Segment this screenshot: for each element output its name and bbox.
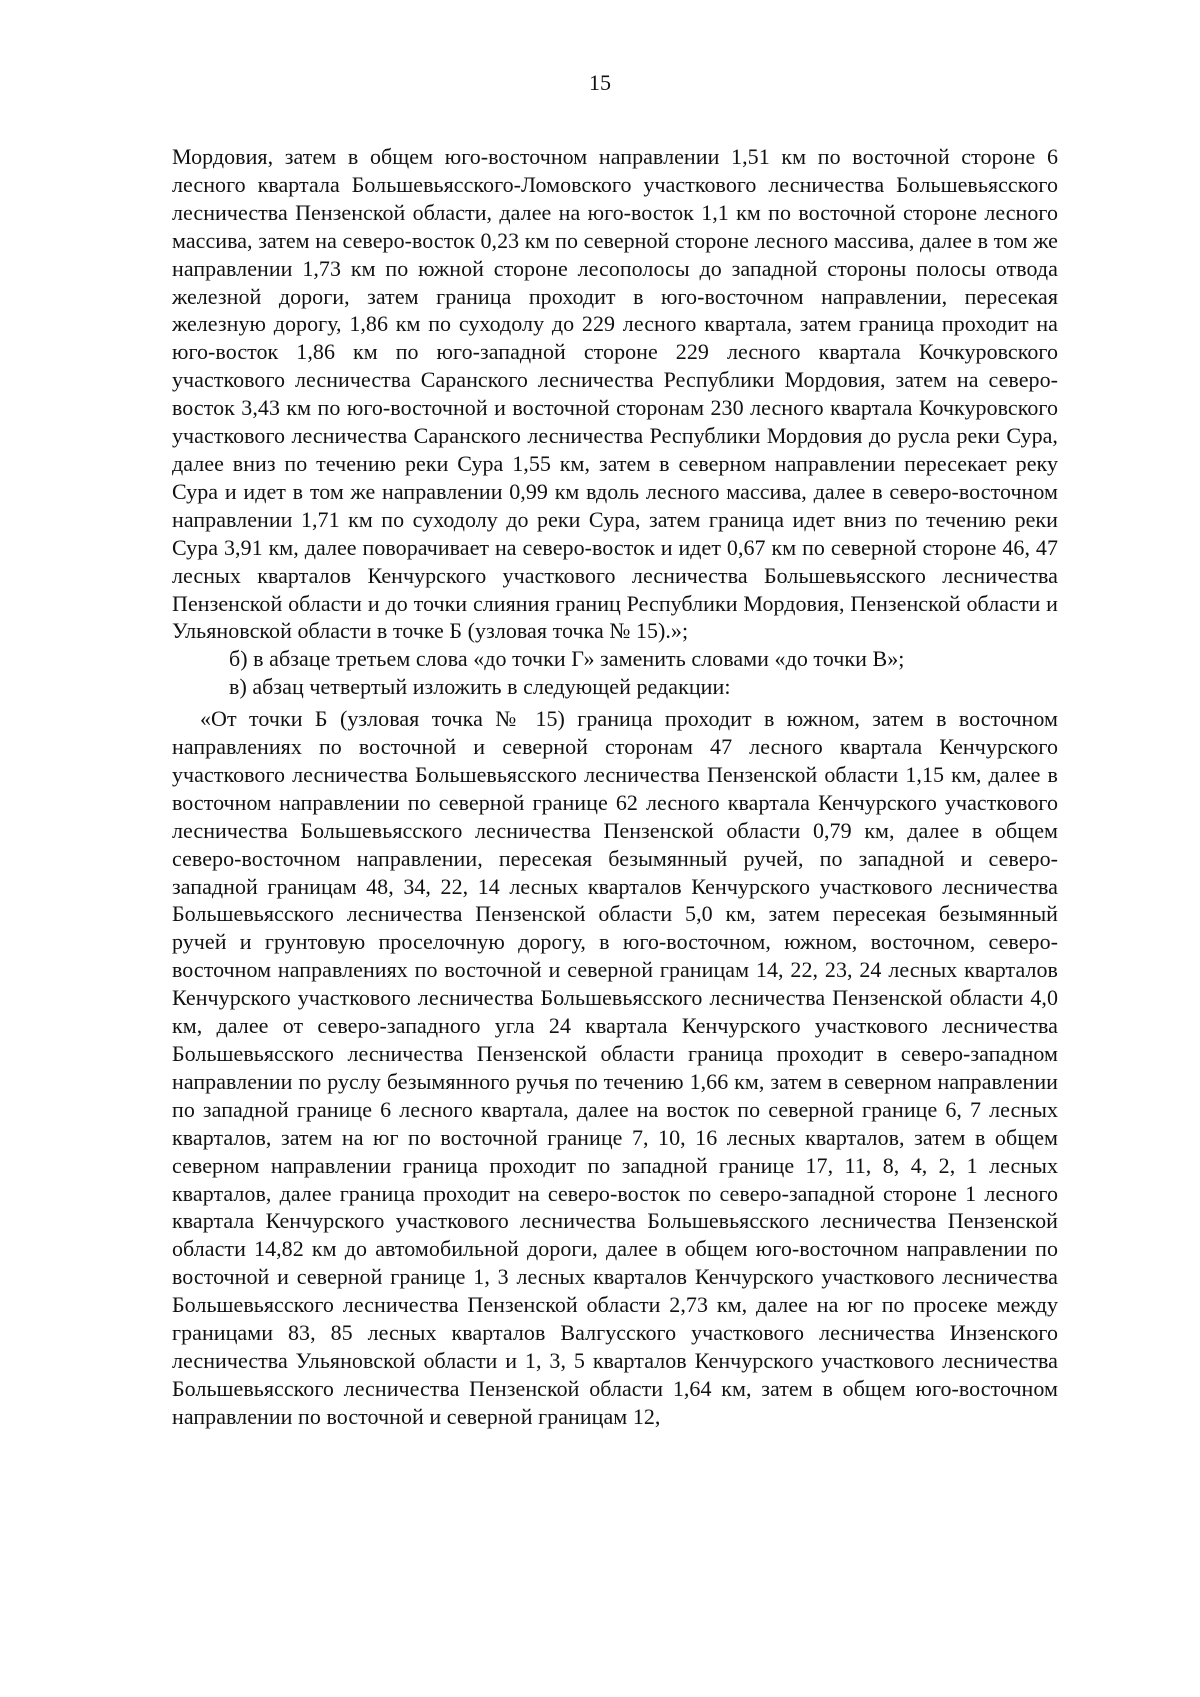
paragraph-quoted-text: «От точки Б (узловая точка № 15) граница проходит в южном, затем в восточном направлениях по восточной и северной сторонам 47 лесного квартала Кенчурского участкового лесничества Большевьясского лесничества Пензенской области 1,15 км, далее в восточном направлении по северной границе 62 лесного квартала Кенчурского участкового лесничества Большевьясского лесничества Пензенской области 0,79 км, далее в общем северо-восточном направлении, пересекая безымянный ручей, по западной и северо-западной границам 48, 34, 22, 14 лесных кварталов Кенчурского участкового лесничества Большевьясского лесничества Пензенской области 5,0 км, затем пересекая безымянный ручей и грунтовую проселочную дорогу, в юго-восточном, южном, восточном, северо-восточном направлениях по восточной и северной границам 14, 22, 23, 24 лесных кварталов Кенчурского участкового лесничества Большевьясского лесничества Пензенской области 4,0 км, далее от северо-западного угла 24 квартала Кенчурского участкового лесничества Большевьясского лесничества Пензенской области граница проходит в северо-западном направлении по руслу безымянного ручья по течению 1,66 км, затем в северном направлении по западной границе 6 лесного квартала, далее на восток по северной границе 6, 7 лесных кварталов, затем на юг по восточной границе 7, 10, 16 лесных кварталов, затем в общем северном направлении граница проходит по западной границе 17, 11, 8, 4, 2, 1 лесных кварталов, далее граница проходит на северо-восток по северо-западной стороне 1 лесного квартала Кенчурского участкового лесничества Большевьясского лесничества Пензенской области 14,82 км до автомобильной дороги, далее в общем юго-восточном направлении по восточной и северной границе 1, 3 лесных кварталов Кенчурского участкового лесничества Большевьясского лесничества Пензенской области 2,73 км, далее на юг по просеке между границами 83, 85 лесных кварталов Валгусского участкового лесничества Инзенского лесничества Ульяновской области и 1, 3, 5 кварталов Кенчурского участкового лесничества Большевьясского лесничества Пензенской области 1,64 км, затем в общем юго-восточном направлении по восточной и северной границам 12,	[172, 706, 1058, 1429]
page-number: 15	[589, 70, 611, 95]
paragraph-item-v: в) абзац четвертый изложить в следующей редакции:	[229, 674, 731, 700]
paragraph-item-b: б) в абзаце третьем слова «до точки Г» заменить словами «до точки В»;	[229, 646, 905, 672]
paragraph-continuation: Мордовия, затем в общем юго-восточном направлении 1,51 км по восточной стороне 6 лесного квартала Большевьясского-Ломовского участкового лесничества Большевьясского лесничества Пензенской области, далее на юго-восток 1,1 км по восточной стороне лесного массива, затем на северо-восток 0,23 км по северной стороне лесного массива, далее в том же направлении 1,73 км по южной стороне лесополосы до западной стороны полосы отвода железной дороги, затем граница проходит в юго-восточном направлении, пересекая железную дорогу, 1,86 км по суходолу до 229 лесного квартала, затем граница проходит на юго-восток 1,86 км по юго-западной стороне 229 лесного квартала Кочкуровского участкового лесничества Саранского лесничества Республики Мордовия, затем на северо-восток 3,43 км по юго-восточной и восточной сторонам 230 лесного квартала Кочкуровского участкового лесничества Саранского лесничества Республики Мордовия до русла реки Сура, далее вниз по течению реки Сура 1,55 км, затем в северном направлении пересекает реку Сура и идет в том же направлении 0,99 км вдоль лесного массива, далее в северо-восточном направлении 1,71 км по суходолу до реки Сура, затем граница идет вниз по течению реки Сура 3,91 км, далее поворачивает на северо-восток и идет 0,67 км по северной стороне 46, 47 лесных кварталов Кенчурского участкового лесничества Большевьясского лесничества Пензенской области и до точки слияния границ Республики Мордовия, Пензенской области и Ульяновской области в точке Б (узловая точка № 15).»;	[172, 144, 1058, 644]
document-body	[172, 143, 1058, 1431]
